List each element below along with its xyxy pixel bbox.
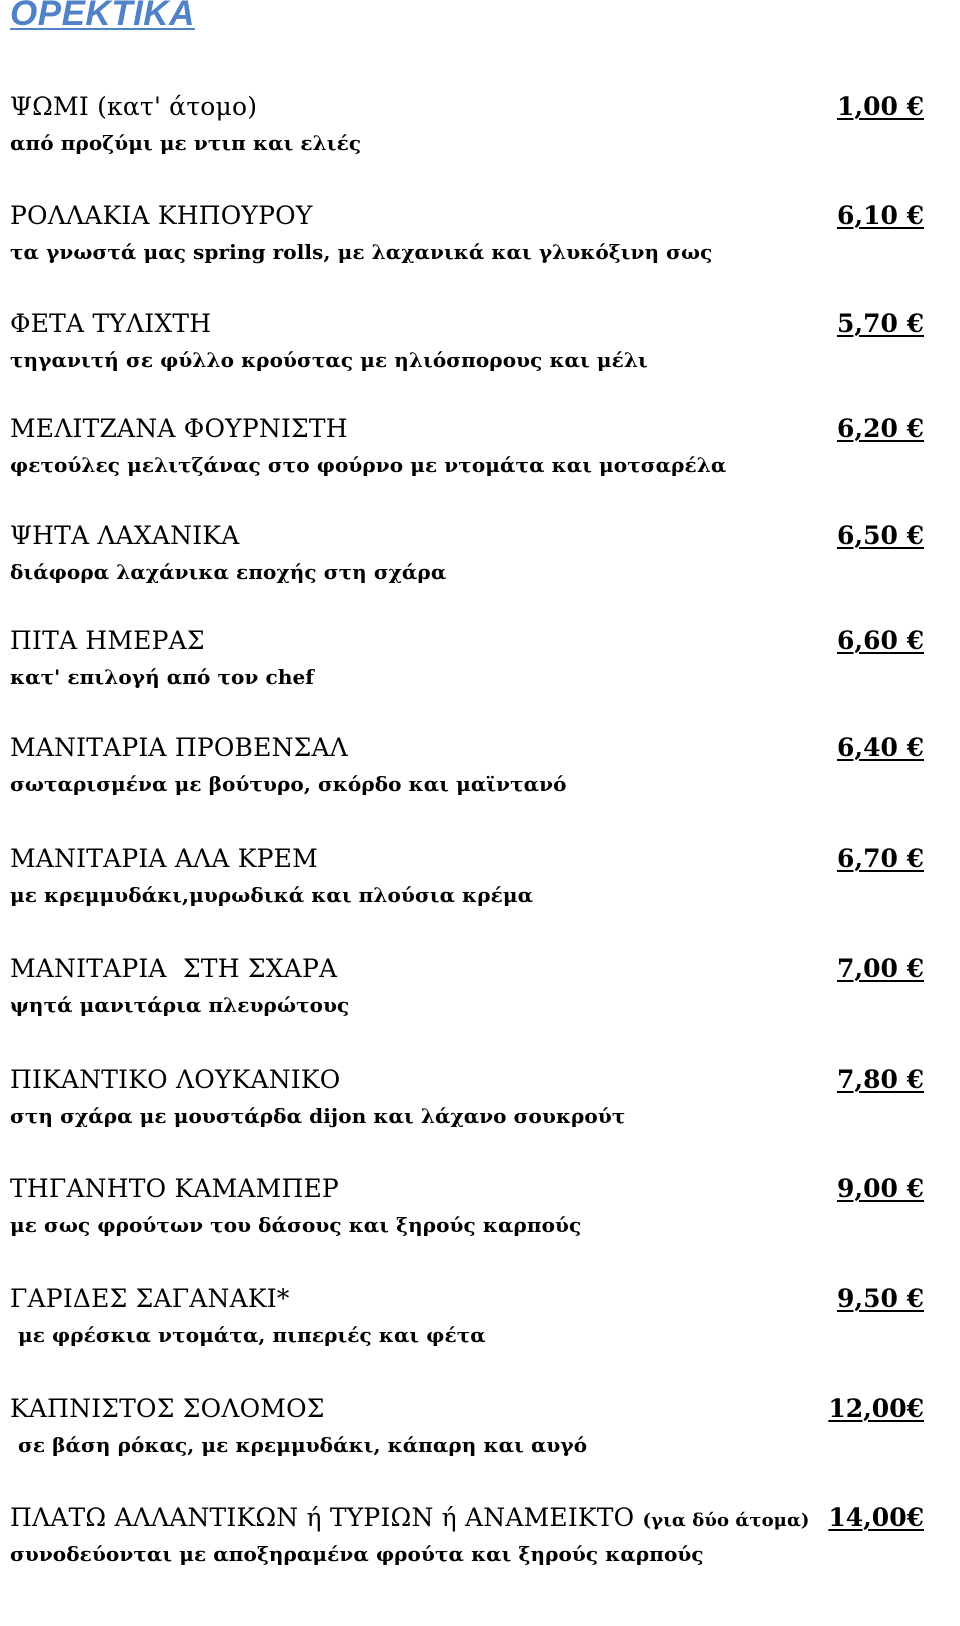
item-description: κατ' επιλογή από τον chef <box>10 665 314 689</box>
item-name: ΜΑΝΙΤΑΡΙΑ ΠΡΟΒΕΝΣΑΛ <box>10 733 349 762</box>
item-description: με σως φρούτων του δάσους και ξηρούς καρπούς <box>10 1213 582 1237</box>
item-price: 6,10 € <box>837 201 924 230</box>
item-name: ΚΑΠΝΙΣΤΟΣ ΣΟΛΟΜΟΣ <box>10 1394 325 1423</box>
item-name: ΠΛΑΤΩ ΑΛΛΑΝΤΙΚΩΝ ή ΤΥΡΙΩΝ ή ΑΝΑΜΕΙΚΤΟ <box>10 1503 635 1532</box>
item-description: διάφορα λαχάνικα εποχής στη σχάρα <box>10 560 447 584</box>
item-name: ΜΑΝΙΤΑΡΙΑ ΑΛΑ ΚΡΕΜ <box>10 844 318 873</box>
item-price: 9,50 € <box>837 1284 924 1313</box>
item-description: ψητά μανιτάρια πλευρώτους <box>10 993 350 1017</box>
menu-item-fried-camembert <box>0 1174 960 1254</box>
item-name-wrapper <box>10 1503 810 1536</box>
item-price: 5,70 € <box>837 309 924 338</box>
item-price: 6,50 € <box>837 521 924 550</box>
item-description: με φρέσκια ντομάτα, πιπεριές και φέτα <box>18 1323 486 1347</box>
item-description: τηγανιτή σε φύλλο κρούστας με ηλιόσπορους και μέλι <box>10 348 648 372</box>
page-title: ΟΡΕΚΤΙΚΑ <box>10 0 195 33</box>
menu-item-grilled-mushrooms <box>0 954 960 1034</box>
item-name: ΦΕΤΑ ΤΥΛΙΧΤΗ <box>10 309 212 338</box>
menu-item-platter <box>0 1503 960 1583</box>
menu-item-pie-of-day <box>0 626 960 706</box>
menu-item-grilled-vegetables <box>0 521 960 601</box>
item-name: ΨΗΤΑ ΛΑΧΑΝΙΚΑ <box>10 521 240 550</box>
item-price: 7,80 € <box>837 1065 924 1094</box>
item-price: 9,00 € <box>837 1174 924 1203</box>
item-name: ΤΗΓΑΝΗΤΟ ΚΑΜΑΜΠΕΡ <box>10 1174 339 1203</box>
menu-item-spicy-sausage <box>0 1065 960 1145</box>
item-description: τα γνωστά μας spring rolls, με λαχανικά και γλυκόξινη σως <box>10 240 713 264</box>
menu-item-mushrooms-provencal <box>0 733 960 813</box>
menu-item-mushrooms-cream <box>0 844 960 924</box>
item-description: από προζύμι με ντιπ και ελιές <box>10 131 362 155</box>
menu-item-smoked-salmon <box>0 1394 960 1474</box>
item-name: ΠΙΚΑΝΤΙΚΟ ΛΟΥΚΑΝΙΚΟ <box>10 1065 341 1094</box>
item-description: στη σχάρα με μουστάρδα dijon και λάχανο σουκρούτ <box>10 1104 626 1128</box>
menu-item-shrimp-saganaki <box>0 1284 960 1364</box>
menu-item-bread <box>0 92 960 172</box>
item-description: με κρεμμυδάκι,μυρωδικά και πλούσια κρέμα <box>10 883 534 907</box>
item-price: 14,00€ <box>828 1503 924 1532</box>
item-name: ΠΙΤΑ ΗΜΕΡΑΣ <box>10 626 205 655</box>
item-name-note: (για δύο άτομα) <box>642 1510 810 1531</box>
item-price: 6,60 € <box>837 626 924 655</box>
menu-item-spring-rolls <box>0 201 960 281</box>
item-description: συνοδεύονται με αποξηραμένα φρούτα και ξηρούς καρπούς <box>10 1542 704 1566</box>
item-name: ΓΑΡΙΔΕΣ ΣΑΓΑΝΑΚΙ* <box>10 1284 290 1313</box>
item-description: σωταρισμένα με βούτυρο, σκόρδο και μαϊντανό <box>10 772 567 796</box>
item-price: 12,00€ <box>828 1394 924 1423</box>
item-description: σε βάση ρόκας, με κρεμμυδάκι, κάπαρη και αυγό <box>18 1433 588 1457</box>
item-price: 1,00 € <box>837 92 924 121</box>
item-name: ΨΩΜΙ (κατ' άτομο) <box>10 92 258 121</box>
item-price: 6,20 € <box>837 414 924 443</box>
item-name: ΡΟΛΛΑΚΙΑ ΚΗΠΟΥΡΟΥ <box>10 201 313 230</box>
item-price: 7,00 € <box>837 954 924 983</box>
item-description: φετούλες μελιτζάνας στο φούρνο με ντομάτα και μοτσαρέλα <box>10 453 727 477</box>
menu-item-feta <box>0 309 960 389</box>
item-price: 6,40 € <box>837 733 924 762</box>
item-price: 6,70 € <box>837 844 924 873</box>
item-name: ΜΑΝΙΤΑΡΙΑ ΣΤΗ ΣΧΑΡΑ <box>10 954 338 983</box>
item-name: ΜΕΛΙΤΖΑΝΑ ΦΟΥΡΝΙΣΤΗ <box>10 414 348 443</box>
menu-item-eggplant <box>0 414 960 494</box>
